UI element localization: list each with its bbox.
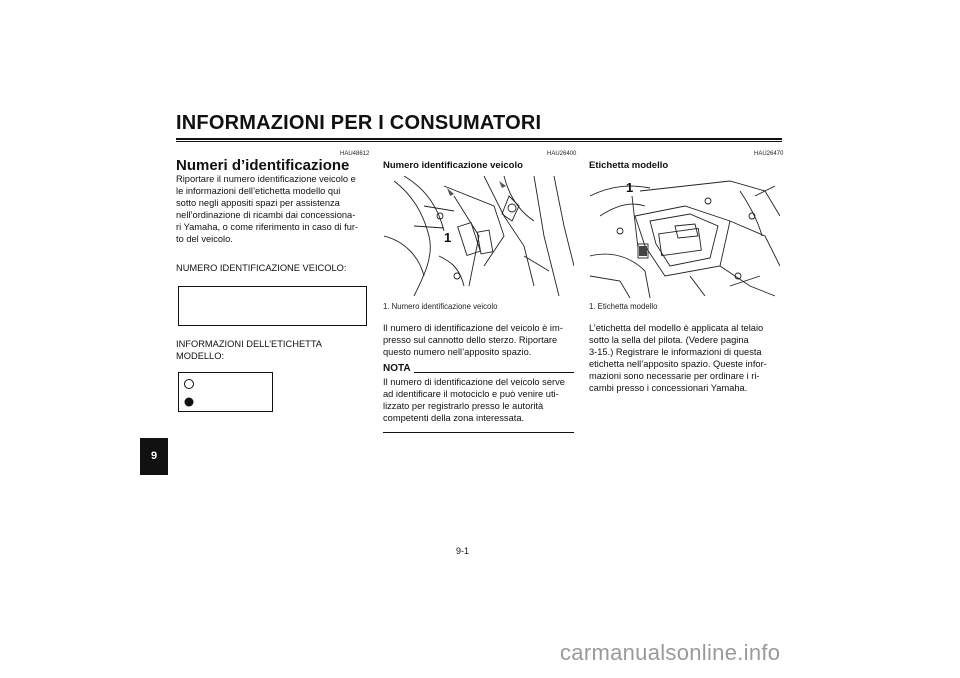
text-line: Il numero di identificazione del veicolo è im- xyxy=(383,323,563,333)
page-number: 9-1 xyxy=(456,546,470,556)
callout-number: 1 xyxy=(444,230,452,245)
note-paragraph xyxy=(383,376,574,424)
callout-number: 1 xyxy=(626,180,634,195)
subsection-heading: Etichetta modello xyxy=(589,160,669,171)
model-label-illustration xyxy=(590,176,780,298)
header-rule-thin xyxy=(176,141,782,142)
text-line: sotto la sella del pilota. (Vedere pagina xyxy=(589,335,749,346)
section-tab: 9 xyxy=(140,438,168,475)
model-entry-box[interactable] xyxy=(178,372,273,412)
text-line: 3-15.) Registrare le informazioni di questa xyxy=(589,347,762,358)
text-line: cambi presso i concessionari Yamaha. xyxy=(589,383,748,394)
ref-code: HAU26400 xyxy=(547,151,577,157)
subsection-heading: Numero identificazione veicolo xyxy=(383,160,523,171)
model-label-line2: MODELLO: xyxy=(176,351,225,361)
text-line: etichetta nell’apposito spazio. Queste infor- xyxy=(589,359,767,370)
note-rule-top xyxy=(414,372,574,373)
text-line: competenti della zona interessata. xyxy=(383,413,525,424)
text-line: presso sul cannotto dello sterzo. Riportare xyxy=(383,335,558,346)
text-line: questo numero nell’apposito spazio. xyxy=(383,347,532,358)
vin-entry-box[interactable] xyxy=(178,286,367,326)
text-line: Il numero di identificazione del veicolo serve xyxy=(383,377,565,387)
model-label-line1: INFORMAZIONI DELL’ETICHETTA xyxy=(176,339,323,349)
note-rule-bottom xyxy=(383,432,574,433)
header-rule xyxy=(176,138,782,140)
model-label-paragraph xyxy=(589,322,781,395)
model-label-symbols-icon xyxy=(179,373,272,411)
ref-code: HAU48612 xyxy=(340,151,370,157)
page-title: INFORMAZIONI PER I CONSUMATORI xyxy=(176,112,542,134)
watermark-link[interactable]: carmanualsonline.info xyxy=(560,640,781,665)
figure-caption: 1. Etichetta modello xyxy=(589,302,658,311)
steering-head-illustration-icon xyxy=(384,176,574,298)
text-line: sotto negli appositi spazi per assistenza xyxy=(176,198,340,209)
text-line: mazioni sono necessarie per ordinare i ri- xyxy=(589,371,760,382)
ref-code: HAU26470 xyxy=(754,151,784,157)
text-line: Riportare il numero identificazione veicolo e xyxy=(176,174,356,184)
text-line: lizzato per registrarlo presso le autorità xyxy=(383,401,544,412)
figure-caption: 1. Numero identificazione veicolo xyxy=(383,302,498,311)
text-line: le informazioni dell’etichetta modello qui xyxy=(176,186,341,197)
section-heading: Numeri d’identificazione xyxy=(176,157,350,174)
text-line: nell’ordinazione di ricambi dai concessiona- xyxy=(176,210,356,221)
vin-paragraph xyxy=(383,322,574,358)
text-line: L’etichetta del modello è applicata al telaio xyxy=(589,323,764,333)
text-line: ri Yamaha, o come riferimento in caso di fur- xyxy=(176,222,359,233)
note-label: NOTA xyxy=(383,363,411,374)
intro-paragraph xyxy=(176,173,366,246)
vin-label: NUMERO IDENTIFICAZIONE VEICOLO: xyxy=(176,263,347,273)
seat-frame-illustration-icon xyxy=(590,176,780,298)
text-line: to del veicolo. xyxy=(176,234,233,245)
vin-location-illustration xyxy=(384,176,574,298)
text-line: ad identificare il motociclo e può venire uti- xyxy=(383,389,559,400)
